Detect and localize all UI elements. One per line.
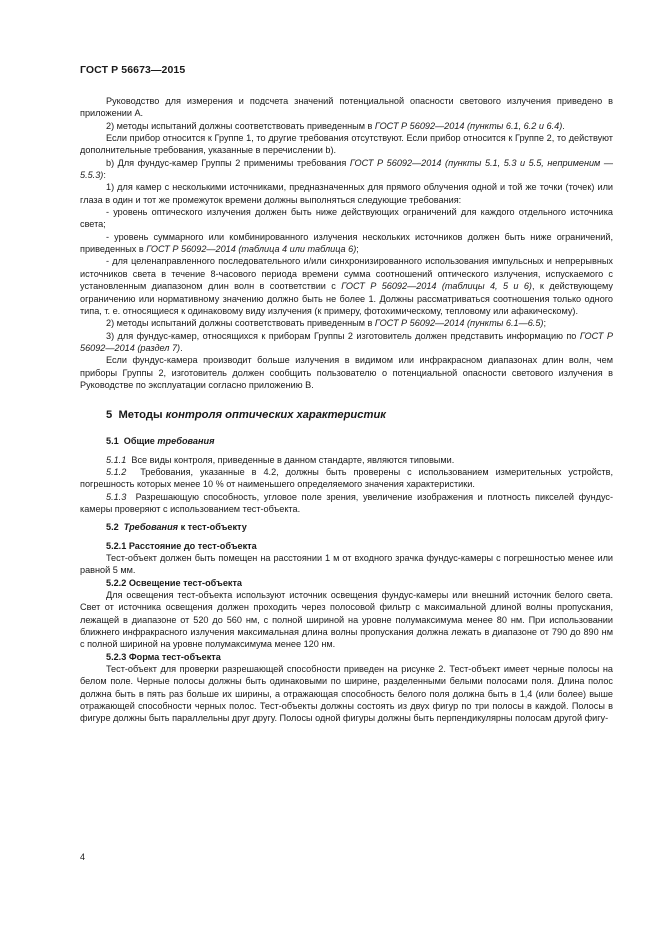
subsection-5-2-1-title: 5.2.1 Расстояние до тест-объекта (106, 540, 257, 551)
paragraph-text: - уровень суммарного или комбинированного излучения нескольких источников должен быть ниже ограничений, приведенных в (80, 231, 613, 255)
paragraph-p1 (80, 95, 613, 120)
reference-text: ГОСТ Р 56092—2014 (раздел 7) (80, 330, 613, 353)
intro-paragraphs (80, 95, 613, 391)
paragraph-text: . (180, 342, 183, 353)
subsection-5-2-2-title: 5.2.2 Освещение тест-объекта (106, 577, 243, 588)
section-5-title-italic: контроля оптических характеристик (165, 409, 386, 422)
paragraph-text: 2) методы испытаний должны соответствовать приведенным в (106, 318, 375, 329)
paragraph-p2 (80, 120, 613, 132)
paragraph-text: Если прибор относится к Группе 1, то другие требования отсутствуют. Если прибор относится к Группе 2, то действуют дополнительные требования, указанные в перечислении b). (80, 133, 613, 156)
subsection-5-2-title: 5.2 Требования к тест-объекту (106, 522, 247, 533)
paragraph-text: , к действующему ограничению или нормативному значению должно быть не более 1. Должны рассматриваться соотношения только одного типа, т. е. относящиеся к одинаковому виду излучения (к примеру, фотохимическому, тепловому или афакическому). (80, 281, 613, 316)
reference-text: ГОСТ Р 56092—2014 (таблица 4 или таблица 6) (146, 244, 357, 255)
section-5-number: 5 (106, 409, 113, 422)
paragraph-text: . (562, 120, 565, 131)
paragraph-text: Если фундус-камера производит больше излучения в видимом или инфракрасном диапазонах длин волн, чем приборы Группы 2, изготовитель должен сообщить пользователю о потенциальной опасности светового излучения в Руководстве по эксплуатации согласно приложению В. (80, 355, 613, 390)
clause-5-2-3-text: Тест-объект для проверки разрешающей способности приведен на рисунке 2. Тест-объект имеет черные полосы на белом поле. Черные полосы должны быть одинаковыми по ширине, разделенными белыми полосами поля. Длина полос должна быть в пять раз больше их ширины, а отражающая способность белого поля должна быть в 1,4 (или более) выше отражающей способности черных полос. Тест-объекты должны состоять из двух фигур по три полосы в каждой. Полосы в фигуре должны быть параллельны друг другу. Полосы одной фигуры должны быть перпендикулярны полосам другой фигу- (80, 664, 613, 724)
subsection-5-2-3-title: 5.2.3 Форма тест-объекта (106, 651, 221, 662)
paragraph-p10 (80, 330, 613, 355)
paragraph-p11 (80, 354, 613, 391)
clause-5-1-2: 5.1.2 Требования, указанные в 4.2, должны быть проверены с использованием измерительных устройств, погрешность которых менее 10 % от наименьшего определяемого значения характеристики. (80, 466, 613, 490)
reference-text: ГОСТ Р 56092—2014 (пункты 6.1—6.5) (374, 318, 544, 329)
section-5-title-regular: Методы (118, 409, 166, 422)
paragraph-p9 (80, 317, 613, 329)
paragraph-text: ; (356, 244, 359, 255)
page-content (80, 95, 613, 725)
paragraph-p3 (80, 132, 613, 157)
clause-5-1-1: 5.1.1 Все виды контроля, приведенные в данном стандарте, являются типовыми. (106, 454, 455, 465)
paragraph-p5 (80, 181, 613, 206)
paragraph-p4 (80, 157, 613, 182)
clause-5-2-2-text: Для освещения тест-объекта используют источник освещения фундус-камеры или внешний источник белого света. Свет от источника освещения должен проходить через полосовой фильтр с максимальной длиной волны пропускания, лежащей в диапазоне от 520 до 560 нм, с полной шириной на уровне полумаксимума менее 80 нм. При использовании ближнего инфракрасного излучения максимальная длина волны пропускания должна лежать в диапазоне от 790 до 890 нм с полной шириной на уровне полумаксимума менее 120 нм. (80, 590, 613, 650)
paragraph-text: : (103, 170, 106, 181)
paragraph-text: b) Для фундус-камер Группы 2 применимы требования (106, 157, 350, 168)
clause-5-1-3: 5.1.3 Разрешающую способность, угловое поле зрения, увеличение изображения и плотность пикселей фундус-камеры проверяют с использованием тест-объекта. (80, 491, 614, 514)
paragraph-text: - уровень оптического излучения должен быть ниже действующих ограничений для каждого отдельного источника света; (80, 207, 613, 230)
paragraph-p7 (80, 231, 613, 256)
paragraph-p8 (80, 255, 613, 317)
clause-5-2-1-text: Тест-объект должен быть помещен на расстоянии 1 м от входного зрачка фундус-камеры с погрешностью менее или равной 5 мм. (80, 553, 613, 576)
page-number: 4 (80, 852, 86, 862)
reference-text: ГОСТ Р 56092—2014 (пункты 5.1, 5.3 и 5.5, неприменим — 5.5.3) (80, 157, 613, 181)
paragraph-text: 1) для камер с несколькими источниками, предназначенных для прямого облучения одной и той же точки (точек) или глаза в один и тот же промежуток времени должны выполняться следующие требования: (80, 182, 613, 205)
page-header-doc-id: ГОСТ Р 56673—2015 (80, 64, 186, 76)
paragraph-text: 2) методы испытаний должны соответствовать приведенным в (106, 120, 375, 131)
paragraph-text: 3) для фундус-камер, относящихся к приборам Группы 2 изготовитель должен представить информацию по (106, 330, 580, 341)
reference-text: ГОСТ Р 56092—2014 (таблицы 4, 5 и 6) (341, 281, 532, 292)
paragraph-text: Руководство для измерения и подсчета значений потенциальной опасности светового излучения приведено в приложении А. (80, 96, 613, 119)
subsection-5-1-title: 5.1 Общие требования (106, 436, 215, 447)
section-5-title (80, 408, 613, 422)
reference-text: ГОСТ Р 56092—2014 (пункты 6.1, 6.2 и 6.4) (374, 120, 563, 131)
paragraph-p6 (80, 206, 613, 231)
paragraph-text: ; (543, 318, 547, 329)
paragraph-text: - для целенаправленного последовательного и/или синхронизированного использования импульсных и непрерывных источников света в течение 8-часового периода времени сумма соотношений оптического излучения, испускаемого с установленным диапазоном длин волн в соответствии с (80, 256, 613, 292)
